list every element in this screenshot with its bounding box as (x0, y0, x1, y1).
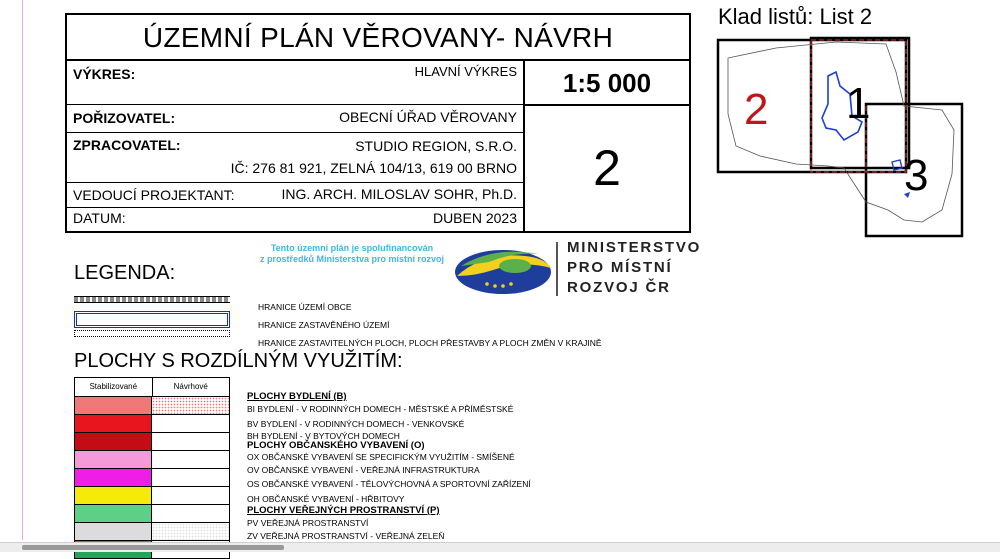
legend-swatch-row (75, 451, 229, 469)
scrollbar-thumb[interactable] (22, 545, 284, 550)
legend-item-os: OS OBČANSKÉ VYBAVENÍ - TĚLOVÝCHOVNÁ A SPORTOVNÍ ZAŘÍZENÍ (247, 479, 531, 489)
legend-swatch-row (75, 487, 229, 505)
areas-heading: PLOCHY S ROZDÍLNÝM VYUŽITÍM: (74, 350, 403, 372)
stabilized-swatch (75, 433, 152, 450)
stabilized-swatch (75, 415, 152, 432)
municipality-boundary-symbol (74, 296, 230, 303)
lead-value: ING. ARCH. MILOSLAV SOHR, Ph.D. (281, 186, 517, 202)
drawing-value: HLAVNÍ VÝKRES (414, 64, 517, 79)
stabilized-swatch (75, 487, 152, 504)
row-procurer (67, 104, 523, 133)
legend-item-oh: OH OBČANSKÉ VYBAVENÍ - HŘBITOVY (247, 494, 405, 504)
cofunding-line-1: Tento územní plán je spolufinancován (270, 243, 434, 253)
ministry-divider (556, 242, 558, 296)
boundary-label-3: HRANICE ZASTAVITELNÝCH PLOCH, PLOCH PŘESTAVBY A PLOCH ZMĚN V KRAJINĚ (258, 338, 602, 348)
processor-value: STUDIO REGION, S.R.O. (355, 138, 517, 154)
ministry-line-3: ROZVOJ ČR (567, 279, 671, 296)
legend-swatch-row (75, 505, 229, 523)
legend-swatch-row (75, 397, 229, 415)
row-drawing (67, 59, 523, 105)
sheet-key-title: Klad listů: List 2 (718, 4, 873, 29)
sheet-3-label: 3 (904, 151, 929, 200)
col-proposed: Návrhové (173, 382, 208, 391)
legend-item-zv: ZV VEŘEJNÁ PROSTRANSTVÍ - VEŘEJNÁ ZELEŇ (247, 531, 445, 541)
ministry-logo-icon (453, 246, 553, 296)
procurer-value: OBECNÍ ÚŘAD VĚROVANY (339, 109, 517, 125)
legend-item-pv: PV VEŘEJNÁ PROSTRANSTVÍ (247, 518, 369, 528)
stabilized-swatch (75, 469, 152, 486)
page-margin-line (22, 0, 23, 540)
legend-item-bi: BI BYDLENÍ - V RODINNÝCH DOMECH - MĚSTSKÉ A PŘÍMĚSTSKÉ (247, 404, 514, 414)
boundary-label-1: HRANICE ÚZEMÍ OBCE (258, 302, 352, 312)
col-stabilized: Stabilizované (75, 378, 153, 396)
processor-address: IČ: 276 81 921, ZELNÁ 104/13, 619 00 BRNO (230, 160, 517, 176)
cofunding-note (242, 243, 462, 265)
row-lead (67, 182, 523, 208)
group-civic: PLOCHY OBČANSKÉHO VYBAVENÍ (O) (247, 440, 425, 451)
proposed-swatch (152, 505, 229, 522)
legend-item-bh: BH BYDLENÍ - V BYTOVÝCH DOMECH (247, 431, 400, 441)
legend-swatch-row (75, 433, 229, 451)
ministry-line-1: MINISTERSTVO (567, 239, 702, 256)
stabilized-swatch (75, 397, 152, 414)
sheet-1-label: 1 (846, 79, 871, 128)
legend-table-header (75, 378, 229, 397)
title-block-rows (67, 59, 525, 231)
cofunding-line-2: z prostředků Ministerstva pro místní rozvoj (259, 254, 445, 264)
date-label: DATUM: (73, 210, 126, 226)
proposed-swatch (152, 487, 229, 504)
proposed-swatch (152, 397, 229, 414)
scale-value: 1:5 000 (525, 59, 689, 106)
stabilized-swatch (75, 523, 152, 540)
proposed-swatch (152, 451, 229, 468)
sheet-key-map (716, 34, 966, 240)
proposed-swatch (152, 523, 229, 540)
legend-item-ov: OV OBČANSKÉ VYBAVENÍ - VEŘEJNÁ INFRASTRUKTURA (247, 465, 480, 475)
stabilized-swatch (75, 451, 152, 468)
date-value: DUBEN 2023 (432, 210, 517, 226)
legend-item-ox: OX OBČANSKÉ VYBAVENÍ SE SPECIFICKÝM VYUŽITÍM - SMÍŠENÉ (247, 452, 515, 462)
group-housing: PLOCHY BYDLENÍ (B) (247, 391, 347, 402)
processor-label: ZPRACOVATEL: (73, 137, 181, 153)
group-public-space: PLOCHY VEŘEJNÝCH PROSTRANSTVÍ (P) (247, 505, 440, 516)
row-processor (67, 132, 523, 183)
legend-swatch-table (74, 377, 230, 559)
procurer-label: POŘIZOVATEL: (73, 110, 176, 126)
boundary-label-2: HRANICE ZASTAVĚNÉHO ÚZEMÍ (258, 320, 390, 330)
stabilized-swatch (75, 505, 152, 522)
legend-swatch-row (75, 415, 229, 433)
title-block (65, 13, 691, 233)
drawing-label: VÝKRES: (73, 66, 136, 82)
developable-boundary-symbol (74, 330, 230, 337)
plan-title: ÚZEMNÍ PLÁN VĚROVANY- NÁVRH (67, 15, 689, 61)
built-up-boundary-symbol (74, 311, 230, 328)
legend-heading: LEGENDA: (74, 262, 176, 284)
ministry-name (567, 238, 701, 298)
sheet-2-label: 2 (744, 85, 769, 134)
lead-label: VEDOUCÍ PROJEKTANT: (73, 187, 235, 203)
row-date (67, 207, 523, 231)
proposed-swatch (152, 415, 229, 432)
proposed-swatch (152, 469, 229, 486)
legend-item-bv: BV BYDLENÍ - V RODINNÝCH DOMECH - VENKOVSKÉ (247, 419, 465, 429)
sheet-number: 2 (593, 140, 621, 196)
legend-swatch-row (75, 469, 229, 487)
legend-swatch-row (75, 523, 229, 541)
ministry-line-2: PRO MÍSTNÍ (567, 259, 673, 276)
proposed-swatch (152, 433, 229, 450)
